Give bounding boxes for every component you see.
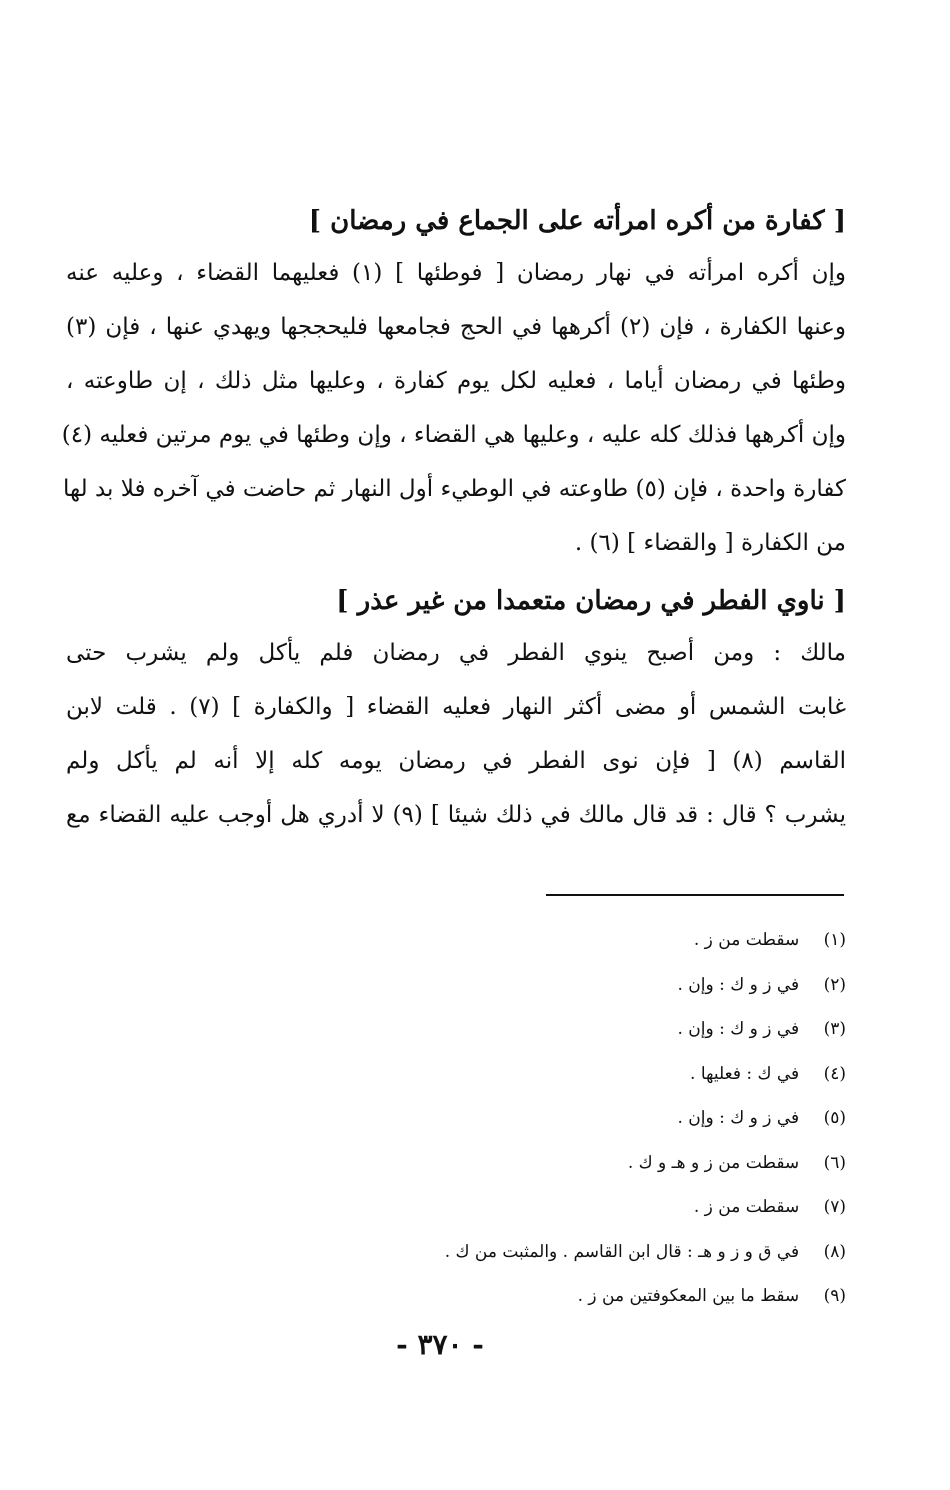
text-line: وإن أكرهها فذلك كله عليه ، وعليها هي القضاء ، وإن وطئها في يوم مرتين فعليه (٤) bbox=[61, 422, 846, 448]
footnote-item bbox=[300, 1230, 846, 1275]
text-line: من الكفارة [ والقضاء ] (٦) . bbox=[574, 530, 846, 556]
footnote-separator bbox=[546, 894, 844, 896]
text-line: يشرب ؟ قال : قد قال مالك في ذلك شيئا ] (٩) لا أدري هل أوجب عليه القضاء مع bbox=[66, 802, 846, 828]
main-text bbox=[61, 196, 847, 842]
footnote-text: سقط ما بين المعكوفتين من ز . bbox=[577, 1286, 800, 1306]
footnote-text: في ق و ز و هـ : قال ابن القاسم . والمثبت من ك . bbox=[444, 1241, 800, 1262]
footnotes-list bbox=[300, 918, 846, 1319]
text-line: كفارة واحدة ، فإن (٥) طاوعته في الوطيء أول النهار ثم حاضت في آخره فلا بد لها bbox=[63, 476, 846, 502]
footnote-item bbox=[300, 1185, 846, 1230]
footnote-number: (٥) bbox=[823, 1108, 846, 1128]
footnote-item bbox=[300, 1141, 846, 1186]
footnote-number: (٦) bbox=[823, 1152, 846, 1173]
footnote-number: (٨) bbox=[823, 1241, 846, 1262]
footnote-text: في ز و ك : وإن . bbox=[677, 1108, 800, 1128]
text-line: وإن أكره امرأته في نهار رمضان [ فوطئها ] (١) فعليهما القضاء ، وعليه عنه bbox=[66, 260, 847, 286]
section-heading-expiation-forced-wife: [ كفارة من أكره امرأته على الجماع في رمضان ] bbox=[308, 206, 846, 236]
footnote-number: (٤) bbox=[823, 1063, 846, 1084]
footnote-number: (١) bbox=[823, 930, 846, 950]
footnote-number: (٩) bbox=[823, 1286, 846, 1306]
footnote-text: في ز و ك : وإن . bbox=[677, 974, 800, 995]
page-number: - ٣٧٠ - bbox=[396, 1328, 484, 1361]
text-line: غابت الشمس أو مضى أكثر النهار فعليه القضاء [ والكفارة ] (٧) . قلت لابن bbox=[66, 694, 847, 720]
footnote-number: (٧) bbox=[823, 1197, 846, 1217]
text-line: وطئها في رمضان أياما ، فعليه لكل يوم كفارة ، وعليها مثل ذلك ، إن طاوعته ، bbox=[66, 368, 846, 394]
footnote-text: سقطت من ز . bbox=[693, 1197, 800, 1217]
footnote-item bbox=[300, 1274, 846, 1319]
footnote-item bbox=[300, 1096, 846, 1141]
text-line: القاسم (٨) [ فإن نوى الفطر في رمضان يومه كله إلا أنه لم يأكل ولم bbox=[66, 748, 846, 774]
footnote-item bbox=[300, 918, 846, 963]
footnote-text: في ك : فعليها . bbox=[690, 1063, 800, 1084]
footnote-text: في ز و ك : وإن . bbox=[677, 1019, 800, 1039]
footnote-text: سقطت من ز . bbox=[693, 930, 800, 950]
section-heading-intending-to-break-fast: [ ناوي الفطر في رمضان متعمدا من غير عذر ] bbox=[336, 586, 846, 616]
footnote-item bbox=[300, 963, 846, 1008]
footnote-item bbox=[300, 1007, 846, 1052]
footnote-text: سقطت من ز و هـ و ك . bbox=[627, 1152, 800, 1173]
footnote-item bbox=[300, 1052, 846, 1097]
footnote-number: (٢) bbox=[823, 974, 846, 995]
footnote-number: (٣) bbox=[823, 1019, 846, 1039]
text-line: مالك : ومن أصبح ينوي الفطر في رمضان فلم يأكل ولم يشرب حتى bbox=[66, 640, 846, 666]
text-line: وعنها الكفارة ، فإن (٢) أكرهها في الحج فجامعها فليحججها ويهدي عنها ، فإن (٣) bbox=[66, 314, 846, 340]
